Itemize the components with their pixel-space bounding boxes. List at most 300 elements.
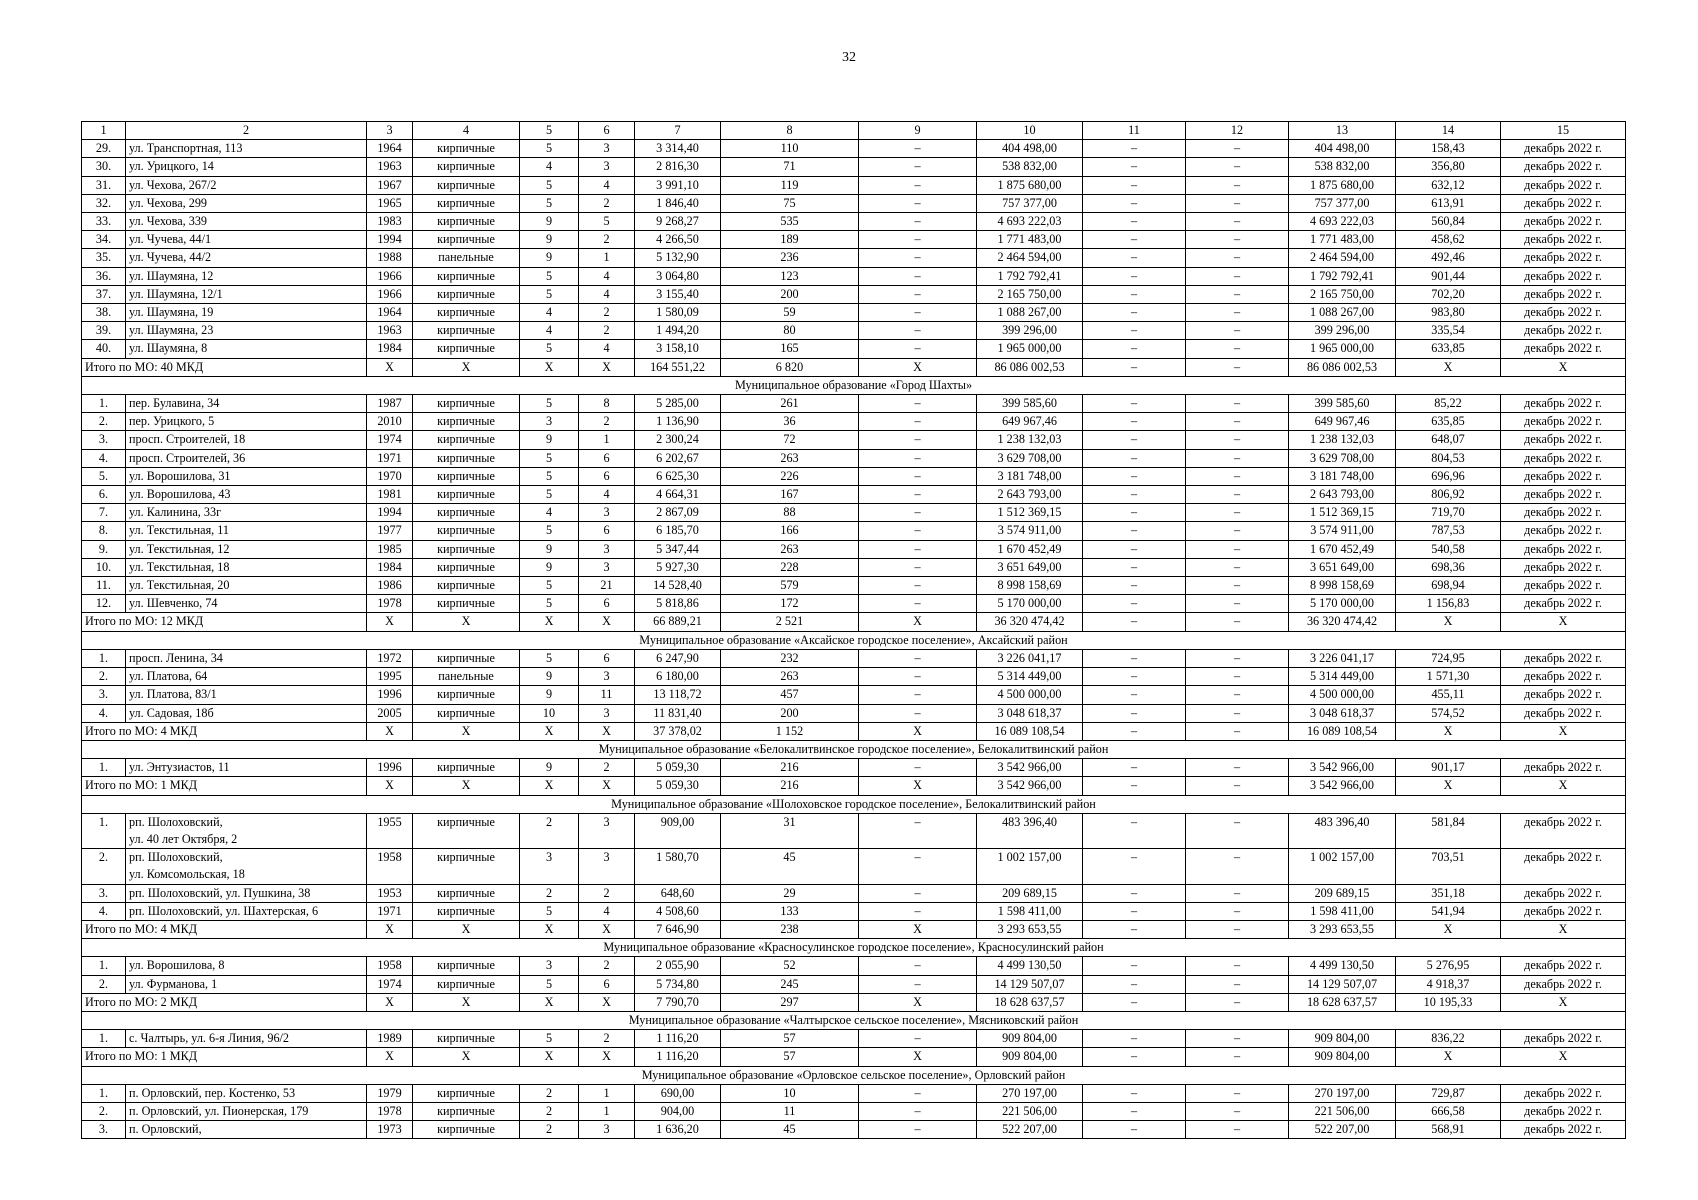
cell-total-cost: 522 207,00 <box>1289 1121 1396 1139</box>
cell-cost: 1 512 369,15 <box>977 504 1083 522</box>
cell-num: 5. <box>82 467 126 485</box>
column-number-3: 3 <box>367 122 413 140</box>
total-entrances: X <box>579 722 635 740</box>
cell-total-cost: 3 651 649,00 <box>1289 558 1396 576</box>
cell-address: ул. Транспортная, 113 <box>126 140 367 158</box>
cell-floors: 5 <box>520 449 579 467</box>
cell-residents: 189 <box>721 231 859 249</box>
cell-col11: – <box>1083 395 1186 413</box>
municipality-title: Муниципальное образование «Чалтырское сельское поселение», Мясниковский район <box>82 1011 1626 1029</box>
total-residents: 2 521 <box>721 613 859 631</box>
cell-total-cost: 14 129 507,07 <box>1289 975 1396 993</box>
total-year: X <box>367 358 413 376</box>
cell-col9: – <box>859 668 977 686</box>
cell-num: 11. <box>82 577 126 595</box>
table-row <box>82 686 1626 704</box>
total-entrances: X <box>579 358 635 376</box>
table-row <box>82 194 1626 212</box>
cell-cost: 1 598 411,00 <box>977 902 1083 920</box>
cell-col12: – <box>1186 194 1289 212</box>
total-area: 7 790,70 <box>635 993 721 1011</box>
total-col12: – <box>1186 722 1289 740</box>
cell-year: 1964 <box>367 140 413 158</box>
cell-address: ул. Ворошилова, 43 <box>126 486 367 504</box>
cell-address: ул. Платова, 83/1 <box>126 686 367 704</box>
cell-num: 32. <box>82 194 126 212</box>
cell-entrances: 4 <box>579 902 635 920</box>
municipality-title: Муниципальное образование «Белокалитвинское городское поселение», Белокалитвинский район <box>82 740 1626 758</box>
cell-address: ул. Текстильная, 20 <box>126 577 367 595</box>
cell-col12: – <box>1186 1084 1289 1102</box>
cell-entrances: 5 <box>579 213 635 231</box>
cell-col12: – <box>1186 1121 1289 1139</box>
cell-area: 3 064,80 <box>635 267 721 285</box>
cell-entrances: 2 <box>579 322 635 340</box>
cell-floors: 4 <box>520 504 579 522</box>
cell-entrances: 2 <box>579 413 635 431</box>
total-deadline: X <box>1501 613 1626 631</box>
cell-floors: 5 <box>520 395 579 413</box>
cell-entrances: 2 <box>579 1030 635 1048</box>
cell-year: 1978 <box>367 1102 413 1120</box>
cell-year: 1984 <box>367 340 413 358</box>
cell-total-cost: 399 585,60 <box>1289 395 1396 413</box>
cell-cost-per-sqm: 85,22 <box>1396 395 1501 413</box>
total-row <box>82 920 1626 938</box>
cell-address: ул. Текстильная, 12 <box>126 540 367 558</box>
cell-address: ул. Чехова, 299 <box>126 194 367 212</box>
cell-address: ул. Чучева, 44/1 <box>126 231 367 249</box>
total-col9: X <box>859 993 977 1011</box>
cell-address: рп. Шолоховский, ул. Комсомольская, 18 <box>126 849 367 884</box>
total-deadline: X <box>1501 920 1626 938</box>
total-row <box>82 722 1626 740</box>
table-row <box>82 395 1626 413</box>
total-col9: X <box>859 920 977 938</box>
cell-wall-material: кирпичные <box>413 813 520 848</box>
cell-col9: – <box>859 884 977 902</box>
cell-floors: 5 <box>520 1030 579 1048</box>
municipality-heading <box>82 939 1626 957</box>
cell-cost: 404 498,00 <box>977 140 1083 158</box>
cell-cost-per-sqm: 335,54 <box>1396 322 1501 340</box>
cell-area: 6 247,90 <box>635 649 721 667</box>
total-row <box>82 613 1626 631</box>
cell-total-cost: 1 670 452,49 <box>1289 540 1396 558</box>
cell-cost: 649 967,46 <box>977 413 1083 431</box>
cell-wall-material: кирпичные <box>413 395 520 413</box>
cell-col11: – <box>1083 902 1186 920</box>
cell-cost: 3 629 708,00 <box>977 449 1083 467</box>
cell-deadline: декабрь 2022 г. <box>1501 595 1626 613</box>
cell-cost-per-sqm: 719,70 <box>1396 504 1501 522</box>
total-total-cost: 18 628 637,57 <box>1289 993 1396 1011</box>
cell-area: 648,60 <box>635 884 721 902</box>
total-area: 66 889,21 <box>635 613 721 631</box>
municipality-title: Муниципальное образование «Орловское сельское поселение», Орловский район <box>82 1066 1626 1084</box>
cell-deadline: декабрь 2022 г. <box>1501 1084 1626 1102</box>
cell-total-cost: 3 181 748,00 <box>1289 467 1396 485</box>
table-row <box>82 522 1626 540</box>
table-row <box>82 1121 1626 1139</box>
cell-num: 1. <box>82 759 126 777</box>
cell-col12: – <box>1186 322 1289 340</box>
cell-floors: 9 <box>520 431 579 449</box>
total-area: 7 646,90 <box>635 920 721 938</box>
total-year: X <box>367 920 413 938</box>
cell-address: ул. Чехова, 339 <box>126 213 367 231</box>
cell-col9: – <box>859 249 977 267</box>
cell-col11: – <box>1083 449 1186 467</box>
cell-year: 1995 <box>367 668 413 686</box>
cell-cost-per-sqm: 540,58 <box>1396 540 1501 558</box>
total-cost-per-sqm: X <box>1396 1048 1501 1066</box>
cell-cost: 2 643 793,00 <box>977 486 1083 504</box>
cell-area: 1 580,70 <box>635 849 721 884</box>
cell-num: 9. <box>82 540 126 558</box>
cell-area: 1 494,20 <box>635 322 721 340</box>
cell-entrances: 2 <box>579 194 635 212</box>
cell-total-cost: 270 197,00 <box>1289 1084 1396 1102</box>
cell-residents: 119 <box>721 176 859 194</box>
cell-residents: 59 <box>721 304 859 322</box>
cell-deadline: декабрь 2022 г. <box>1501 158 1626 176</box>
cell-col11: – <box>1083 849 1186 884</box>
table-row <box>82 668 1626 686</box>
cell-year: 1965 <box>367 194 413 212</box>
cell-entrances: 6 <box>579 449 635 467</box>
cell-cost: 757 377,00 <box>977 194 1083 212</box>
cell-deadline: декабрь 2022 г. <box>1501 267 1626 285</box>
cell-cost-per-sqm: 1 156,83 <box>1396 595 1501 613</box>
cell-floors: 5 <box>520 595 579 613</box>
cell-cost: 1 965 000,00 <box>977 340 1083 358</box>
cell-num: 33. <box>82 213 126 231</box>
cell-deadline: декабрь 2022 г. <box>1501 957 1626 975</box>
cell-wall-material: кирпичные <box>413 884 520 902</box>
total-year: X <box>367 993 413 1011</box>
cell-wall-material: панельные <box>413 249 520 267</box>
cell-cost: 209 689,15 <box>977 884 1083 902</box>
cell-total-cost: 2 643 793,00 <box>1289 486 1396 504</box>
cell-address: ул. Калинина, 33г <box>126 504 367 522</box>
cell-floors: 9 <box>520 249 579 267</box>
cell-col11: – <box>1083 431 1186 449</box>
cell-residents: 165 <box>721 340 859 358</box>
total-residents: 6 820 <box>721 358 859 376</box>
cell-col11: – <box>1083 267 1186 285</box>
cell-floors: 2 <box>520 884 579 902</box>
cell-cost-per-sqm: 560,84 <box>1396 213 1501 231</box>
cell-entrances: 4 <box>579 340 635 358</box>
cell-wall-material: кирпичные <box>413 1121 520 1139</box>
cell-floors: 9 <box>520 668 579 686</box>
cell-total-cost: 4 499 130,50 <box>1289 957 1396 975</box>
table-row <box>82 649 1626 667</box>
cell-area: 13 118,72 <box>635 686 721 704</box>
cell-cost-per-sqm: 492,46 <box>1396 249 1501 267</box>
cell-floors: 5 <box>520 176 579 194</box>
total-col11: – <box>1083 993 1186 1011</box>
cell-area: 6 180,00 <box>635 668 721 686</box>
cell-wall-material: кирпичные <box>413 449 520 467</box>
cell-address: рп. Шолоховский, ул. 40 лет Октября, 2 <box>126 813 367 848</box>
cell-cost: 270 197,00 <box>977 1084 1083 1102</box>
cell-cost-per-sqm: 541,94 <box>1396 902 1501 920</box>
cell-col11: – <box>1083 686 1186 704</box>
cell-col11: – <box>1083 595 1186 613</box>
cell-address: п. Орловский, ул. Пионерская, 179 <box>126 1102 367 1120</box>
cell-total-cost: 8 998 158,69 <box>1289 577 1396 595</box>
cell-floors: 3 <box>520 957 579 975</box>
cell-entrances: 3 <box>579 668 635 686</box>
table-row <box>82 322 1626 340</box>
total-residents: 238 <box>721 920 859 938</box>
cell-address: ул. Ворошилова, 31 <box>126 467 367 485</box>
cell-col9: – <box>859 522 977 540</box>
total-cost: 909 804,00 <box>977 1048 1083 1066</box>
municipality-title: Муниципальное образование «Шолоховское городское поселение», Белокалитвинский район <box>82 795 1626 813</box>
cell-floors: 3 <box>520 849 579 884</box>
column-number-7: 7 <box>635 122 721 140</box>
cell-deadline: декабрь 2022 г. <box>1501 486 1626 504</box>
total-cost-per-sqm: X <box>1396 777 1501 795</box>
cell-col11: – <box>1083 540 1186 558</box>
cell-col9: – <box>859 176 977 194</box>
cell-residents: 71 <box>721 158 859 176</box>
total-floors: X <box>520 777 579 795</box>
cell-residents: 45 <box>721 1121 859 1139</box>
cell-floors: 5 <box>520 975 579 993</box>
cell-floors: 5 <box>520 577 579 595</box>
cell-address: ул. Шаумяна, 12 <box>126 267 367 285</box>
cell-residents: 232 <box>721 649 859 667</box>
cell-col11: – <box>1083 1102 1186 1120</box>
cell-entrances: 8 <box>579 395 635 413</box>
total-col11: – <box>1083 722 1186 740</box>
cell-residents: 57 <box>721 1030 859 1048</box>
cell-cost-per-sqm: 4 918,37 <box>1396 975 1501 993</box>
cell-residents: 236 <box>721 249 859 267</box>
total-wall-material: X <box>413 920 520 938</box>
total-floors: X <box>520 358 579 376</box>
cell-cost-per-sqm: 698,36 <box>1396 558 1501 576</box>
cell-cost-per-sqm: 702,20 <box>1396 285 1501 303</box>
cell-residents: 245 <box>721 975 859 993</box>
total-floors: X <box>520 613 579 631</box>
cell-wall-material: кирпичные <box>413 158 520 176</box>
cell-col11: – <box>1083 249 1186 267</box>
total-wall-material: X <box>413 722 520 740</box>
cell-col9: – <box>859 395 977 413</box>
cell-floors: 5 <box>520 285 579 303</box>
cell-col11: – <box>1083 1084 1186 1102</box>
cell-col9: – <box>859 431 977 449</box>
cell-cost-per-sqm: 458,62 <box>1396 231 1501 249</box>
cell-wall-material: кирпичные <box>413 522 520 540</box>
cell-address: ул. Энтузиастов, 11 <box>126 759 367 777</box>
column-number-4: 4 <box>413 122 520 140</box>
total-total-cost: 86 086 002,53 <box>1289 358 1396 376</box>
cell-num: 3. <box>82 431 126 449</box>
cell-col11: – <box>1083 504 1186 522</box>
cell-col11: – <box>1083 176 1186 194</box>
cell-entrances: 3 <box>579 504 635 522</box>
cell-cost-per-sqm: 703,51 <box>1396 849 1501 884</box>
table-row <box>82 467 1626 485</box>
cell-col12: – <box>1186 267 1289 285</box>
cell-cost: 4 500 000,00 <box>977 686 1083 704</box>
cell-num: 36. <box>82 267 126 285</box>
cell-col11: – <box>1083 322 1186 340</box>
cell-total-cost: 3 048 618,37 <box>1289 704 1396 722</box>
cell-year: 1985 <box>367 540 413 558</box>
cell-col12: – <box>1186 231 1289 249</box>
cell-cost: 8 998 158,69 <box>977 577 1083 595</box>
cell-col9: – <box>859 813 977 848</box>
cell-year: 1987 <box>367 395 413 413</box>
cell-entrances: 3 <box>579 558 635 576</box>
cell-num: 4. <box>82 449 126 467</box>
cell-col9: – <box>859 158 977 176</box>
cell-cost: 5 314 449,00 <box>977 668 1083 686</box>
cell-cost-per-sqm: 787,53 <box>1396 522 1501 540</box>
cell-year: 1971 <box>367 902 413 920</box>
cell-wall-material: кирпичные <box>413 957 520 975</box>
cell-entrances: 1 <box>579 1102 635 1120</box>
total-col12: – <box>1186 358 1289 376</box>
total-col11: – <box>1083 358 1186 376</box>
cell-residents: 75 <box>721 194 859 212</box>
cell-col9: – <box>859 1102 977 1120</box>
cell-entrances: 1 <box>579 249 635 267</box>
column-number-14: 14 <box>1396 122 1501 140</box>
cell-address: просп. Строителей, 18 <box>126 431 367 449</box>
cell-col9: – <box>859 1030 977 1048</box>
cell-col12: – <box>1186 140 1289 158</box>
total-wall-material: X <box>413 1048 520 1066</box>
cell-col11: – <box>1083 957 1186 975</box>
column-number-5: 5 <box>520 122 579 140</box>
cell-num: 2. <box>82 1102 126 1120</box>
cell-year: 1963 <box>367 322 413 340</box>
cell-floors: 2 <box>520 813 579 848</box>
cell-wall-material: панельные <box>413 668 520 686</box>
cell-num: 6. <box>82 486 126 504</box>
cell-cost-per-sqm: 806,92 <box>1396 486 1501 504</box>
cell-deadline: декабрь 2022 г. <box>1501 522 1626 540</box>
cell-col11: – <box>1083 231 1186 249</box>
total-wall-material: X <box>413 777 520 795</box>
cell-col11: – <box>1083 486 1186 504</box>
cell-area: 11 831,40 <box>635 704 721 722</box>
cell-col12: – <box>1186 813 1289 848</box>
cell-deadline: декабрь 2022 г. <box>1501 504 1626 522</box>
table-row <box>82 413 1626 431</box>
cell-year: 1983 <box>367 213 413 231</box>
cell-deadline: декабрь 2022 г. <box>1501 649 1626 667</box>
total-col11: – <box>1083 777 1186 795</box>
cell-address: ул. Платова, 64 <box>126 668 367 686</box>
column-number-12: 12 <box>1186 122 1289 140</box>
cell-wall-material: кирпичные <box>413 340 520 358</box>
cell-total-cost: 538 832,00 <box>1289 158 1396 176</box>
cell-entrances: 2 <box>579 957 635 975</box>
cell-col11: – <box>1083 340 1186 358</box>
cell-total-cost: 1 088 267,00 <box>1289 304 1396 322</box>
table-row <box>82 1030 1626 1048</box>
cell-floors: 5 <box>520 522 579 540</box>
table-row <box>82 231 1626 249</box>
cell-num: 31. <box>82 176 126 194</box>
cell-col9: – <box>859 413 977 431</box>
cell-col9: – <box>859 467 977 485</box>
cell-address: ул. Шаумяна, 8 <box>126 340 367 358</box>
cell-area: 909,00 <box>635 813 721 848</box>
cell-deadline: декабрь 2022 г. <box>1501 340 1626 358</box>
cell-address: ул. Шаумяна, 12/1 <box>126 285 367 303</box>
cell-residents: 10 <box>721 1084 859 1102</box>
cell-entrances: 21 <box>579 577 635 595</box>
total-total-cost: 36 320 474,42 <box>1289 613 1396 631</box>
total-entrances: X <box>579 993 635 1011</box>
cell-col12: – <box>1186 668 1289 686</box>
cell-residents: 261 <box>721 395 859 413</box>
cell-entrances: 3 <box>579 158 635 176</box>
total-floors: X <box>520 722 579 740</box>
cell-wall-material: кирпичные <box>413 486 520 504</box>
cell-floors: 5 <box>520 467 579 485</box>
total-label: Итого по МО: 12 МКД <box>82 613 367 631</box>
cell-address: рп. Шолоховский, ул. Пушкина, 38 <box>126 884 367 902</box>
cell-col9: – <box>859 340 977 358</box>
cell-address: ул. Текстильная, 11 <box>126 522 367 540</box>
cell-wall-material: кирпичные <box>413 1030 520 1048</box>
municipality-title: Муниципальное образование «Аксайское городское поселение», Аксайский район <box>82 631 1626 649</box>
cell-floors: 5 <box>520 486 579 504</box>
cell-year: 1953 <box>367 884 413 902</box>
total-year: X <box>367 613 413 631</box>
cell-cost-per-sqm: 574,52 <box>1396 704 1501 722</box>
cell-address: ул. Чехова, 267/2 <box>126 176 367 194</box>
column-number-11: 11 <box>1083 122 1186 140</box>
table-row <box>82 1102 1626 1120</box>
table-row <box>82 577 1626 595</box>
cell-num: 29. <box>82 140 126 158</box>
cell-cost-per-sqm: 635,85 <box>1396 413 1501 431</box>
cell-floors: 4 <box>520 304 579 322</box>
cell-year: 1979 <box>367 1084 413 1102</box>
cell-floors: 4 <box>520 322 579 340</box>
cell-col12: – <box>1186 467 1289 485</box>
cell-deadline: декабрь 2022 г. <box>1501 813 1626 848</box>
cell-deadline: декабрь 2022 г. <box>1501 140 1626 158</box>
cell-col12: – <box>1186 975 1289 993</box>
cell-wall-material: кирпичные <box>413 322 520 340</box>
cell-residents: 216 <box>721 759 859 777</box>
total-label: Итого по МО: 40 МКД <box>82 358 367 376</box>
cell-area: 904,00 <box>635 1102 721 1120</box>
total-entrances: X <box>579 920 635 938</box>
cell-col12: – <box>1186 522 1289 540</box>
total-deadline: X <box>1501 722 1626 740</box>
municipality-heading <box>82 1011 1626 1029</box>
cell-residents: 52 <box>721 957 859 975</box>
cell-cost: 1 002 157,00 <box>977 849 1083 884</box>
table-row <box>82 975 1626 993</box>
total-residents: 57 <box>721 1048 859 1066</box>
cell-entrances: 4 <box>579 486 635 504</box>
